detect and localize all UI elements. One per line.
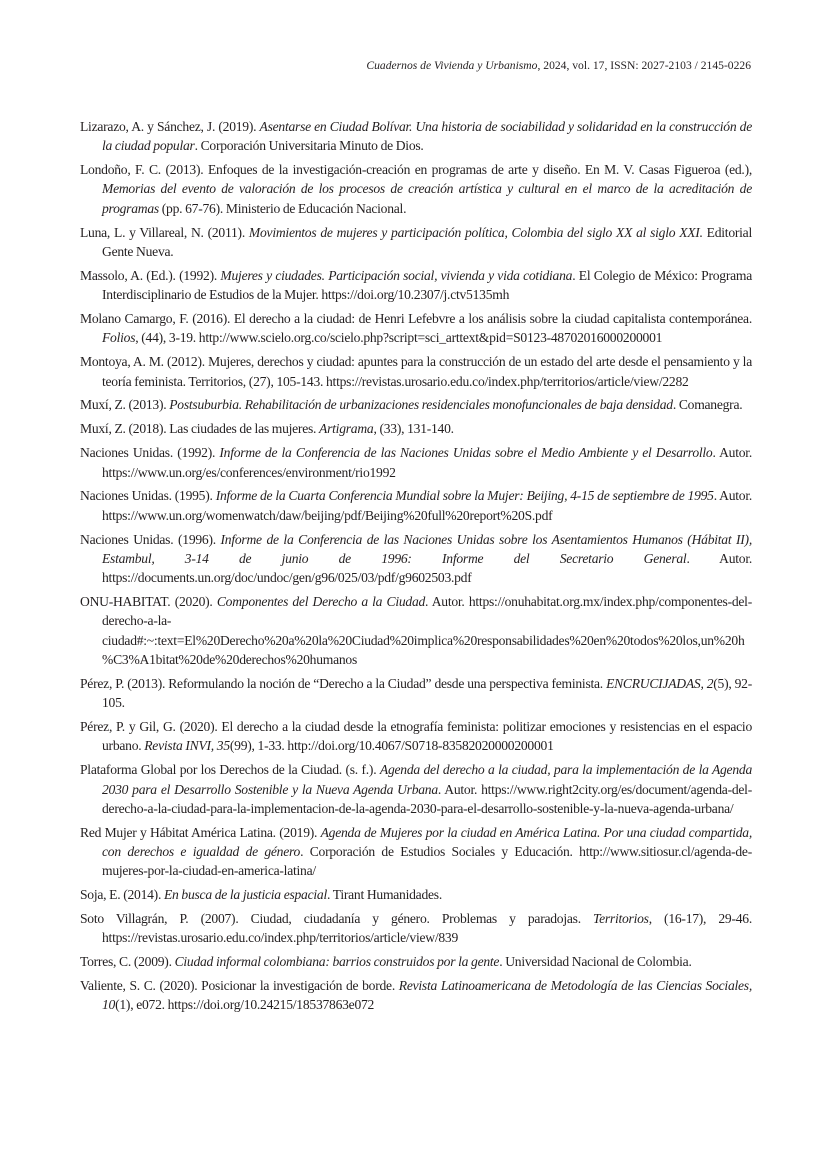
reference-title-italic: Folios bbox=[102, 330, 136, 346]
reference-text: . Autor. https://www.un.org/es/conferences/environment/rio1992 bbox=[102, 445, 752, 480]
reference-text: (5), 92-105. bbox=[102, 675, 753, 711]
reference-entry bbox=[80, 717, 752, 756]
reference-title-italic: Revista INVI, 35 bbox=[144, 738, 230, 754]
reference-title-italic: Revista Latinoamericana de Metodología de las Ciencias Sociales, 10 bbox=[102, 978, 752, 1013]
reference-entry bbox=[80, 530, 752, 588]
reference-text: (99), 1-33. http://doi.org/10.4067/S0718-83582020000200001 bbox=[229, 738, 554, 754]
reference-text: (pp. 67-76). Ministerio de Educación Nacional. bbox=[158, 200, 407, 216]
reference-text: Naciones Unidas. (1996). bbox=[80, 531, 221, 547]
reference-text: (1), e072. https://doi.org/10.24215/18537863e072 bbox=[115, 997, 375, 1013]
reference-text: Soja, E. (2014). bbox=[80, 887, 164, 903]
reference-text: Editorial Gente Nueva. bbox=[102, 224, 752, 259]
reference-text: Valiente, S. C. (2020). Posicionar la investigación de borde. bbox=[80, 978, 399, 994]
reference-list bbox=[80, 117, 752, 1019]
reference-title-italic: Movimientos de mujeres y participación política, Colombia del siglo XX al siglo XXI. bbox=[248, 224, 703, 240]
reference-text: Muxí, Z. (2013). bbox=[80, 397, 170, 413]
reference-text: Pérez, P. (2013). Reformulando la noción de “Derecho a la Ciudad” desde una perspectiva feminista. bbox=[80, 675, 607, 691]
reference-text: . Universidad Nacional de Colombia. bbox=[499, 954, 692, 970]
reference-entry bbox=[80, 309, 752, 348]
reference-text: . Comanegra. bbox=[672, 397, 743, 413]
reference-title-italic: Agenda de Mujeres por la ciudad en América Latina. Por una ciudad compartida, con derechos e igualdad de género bbox=[102, 824, 752, 859]
reference-text: , (16-17), 29-46. https://revistas.urosario.edu.co/index.php/territorios/article/view/839 bbox=[102, 911, 752, 946]
reference-text: Plataforma Global por los Derechos de la Ciudad. (s. f.). bbox=[80, 762, 380, 778]
reference-text: Naciones Unidas. (1995). bbox=[80, 488, 216, 504]
reference-text: Red Mujer y Hábitat América Latina. (2019). bbox=[80, 824, 321, 840]
reference-title-italic: Informe de la Conferencia de las Naciones Unidas sobre el Medio Ambiente y el Desarrollo bbox=[219, 445, 713, 461]
reference-text: . El Colegio de México: Programa Interdisciplinario de Estudios de la Mujer. https://doi.org/10.2307/j.ctv5135mh bbox=[102, 267, 753, 303]
reference-text: Montoya, A. M. (2012). Mujeres, derechos y ciudad: apuntes para la construcción de un estado del arte desde el pensamiento y la teoría feminista. Territorios, (27), 105-143. https://revistas.urosario.edu.co/index.php/territorios/article/view/2282 bbox=[80, 354, 752, 389]
reference-title-italic: Agenda del derecho a la ciudad, para la implementación de la Agenda 2030 para el Desarrollo Sostenible y la Nueva Agenda Urbana bbox=[102, 762, 752, 797]
reference-entry bbox=[80, 160, 752, 218]
reference-title-italic: Informe de la Conferencia de las Naciones Unidas sobre los Asentamientos Humanos (Hábitat II), Estambul, 3-14 de junio de 1996: Informe del Secretario General bbox=[102, 531, 752, 566]
reference-title-italic: Componentes del Derecho a la Ciudad bbox=[216, 594, 426, 610]
reference-text: ONU-HABITAT. (2020). bbox=[80, 594, 217, 610]
reference-text: , (33), 131-140. bbox=[373, 421, 454, 437]
reference-text: Torres, C. (2009). bbox=[80, 954, 175, 970]
reference-entry bbox=[80, 976, 752, 1015]
reference-title-italic: Memorias del evento de valoración de los procesos de creación artística y cultural en el marco de la acreditación de programas bbox=[102, 181, 752, 216]
reference-entry bbox=[80, 266, 752, 305]
reference-text: . Autor. https://www.un.org/womenwatch/daw/beijing/pdf/Beijing%20full%20report%20S.pdf bbox=[102, 488, 752, 523]
reference-text: Molano Camargo, F. (2016). El derecho a la ciudad: de Henri Lefebvre a los análisis sobre la ciudad capitalista contemporánea. bbox=[80, 311, 752, 327]
reference-text: Luna, L. y Villareal, N. (2011). bbox=[80, 224, 249, 240]
reference-entry bbox=[80, 443, 752, 482]
reference-text: . Tirant Humanidades. bbox=[327, 887, 442, 903]
reference-entry bbox=[80, 486, 752, 525]
reference-text: . Corporación Universitaria Minuto de Dios. bbox=[194, 138, 424, 154]
reference-text: . Autor. https://onuhabitat.org.mx/index.php/componentes-del-derecho-a-la-ciudad#:~:text=El%20Derecho%20a%20la%20Ciudad%20implica%20responsabilidades%20en%20todos%20los,un%20h%C3%A1bitat%20de%20derechos%20humanos bbox=[102, 594, 752, 667]
reference-text: Londoño, F. C. (2013). Enfoques de la investigación-creación en programas de arte y diseño. En M. V. Casas Figueroa (ed.), bbox=[80, 162, 752, 178]
reference-text: Lizarazo, A. y Sánchez, J. (2019). bbox=[80, 119, 260, 134]
reference-entry bbox=[80, 352, 752, 391]
reference-text: . Autor. https://documents.un.org/doc/undoc/gen/g96/025/03/pdf/g9602503.pdf bbox=[102, 550, 753, 586]
reference-entry bbox=[80, 395, 752, 414]
reference-title-italic: Postsuburbia. Rehabilitación de urbanizaciones residenciales monofuncionales de baja densidad bbox=[169, 397, 673, 413]
reference-title-italic: ENCRUCIJADAS, 2 bbox=[606, 675, 714, 691]
reference-title-italic: Territorios bbox=[593, 911, 649, 927]
reference-entry bbox=[80, 909, 752, 948]
journal-details: , 2024, vol. 17, ISSN: 2027-2103 / 2145-0226 bbox=[537, 59, 751, 72]
reference-entry bbox=[80, 592, 752, 669]
reference-text: Naciones Unidas. (1992). bbox=[80, 445, 220, 461]
reference-entry bbox=[80, 117, 752, 156]
reference-text: , (44), 3-19. http://www.scielo.org.co/scielo.php?script=sci_arttext&pid=S0123-48702016000200001 bbox=[135, 330, 663, 346]
reference-title-italic: Informe de la Cuarta Conferencia Mundial sobre la Mujer: Beijing, 4-15 de septiembre de 1995 bbox=[215, 488, 714, 504]
reference-entry bbox=[80, 419, 752, 438]
reference-title-italic: Mujeres y ciudades. Participación social, vivienda y vida cotidiana bbox=[220, 267, 573, 283]
reference-text: . Autor. https://www.right2city.org/es/document/agenda-del-derecho-a-la-ciudad-para-la-implementacion-de-la-agenda-2030-para-el-desarrollo-sostenible-y-la-nueva-agenda-urbana/ bbox=[102, 781, 752, 816]
reference-text: Massolo, A. (Ed.). (1992). bbox=[80, 267, 221, 283]
reference-entry bbox=[80, 823, 752, 881]
reference-entry bbox=[80, 223, 752, 262]
reference-title-italic: Asentarse en Ciudad Bolívar. Una historia de sociabilidad y solidaridad en la construcción de la ciudad popular bbox=[102, 119, 752, 154]
reference-text: Muxí, Z. (2018). Las ciudades de las mujeres. bbox=[80, 421, 320, 437]
reference-entry bbox=[80, 674, 752, 713]
reference-entry bbox=[80, 952, 752, 971]
reference-title-italic: Ciudad informal colombiana: barrios construidos por la gente bbox=[174, 954, 500, 970]
reference-text: . Corporación de Estudios Sociales y Educación. http://www.sitiosur.cl/agenda-de-mujeres-por-la-ciudad-en-america-latina/ bbox=[102, 844, 752, 879]
reference-text: Pérez, P. y Gil, G. (2020). El derecho a la ciudad desde la etnografía feminista: politizar emociones y resistencias en el espacio urbano. bbox=[80, 719, 752, 754]
running-header bbox=[366, 59, 751, 72]
reference-entry bbox=[80, 760, 752, 818]
journal-name: Cuadernos de Vivienda y Urbanismo bbox=[366, 59, 538, 72]
reference-text: Soto Villagrán, P. (2007). Ciudad, ciudadanía y género. Problemas y paradojas. bbox=[80, 911, 594, 927]
reference-entry bbox=[80, 885, 752, 904]
reference-title-italic: Artigrama bbox=[319, 421, 374, 437]
reference-title-italic: En busca de la justicia espacial bbox=[163, 887, 327, 903]
